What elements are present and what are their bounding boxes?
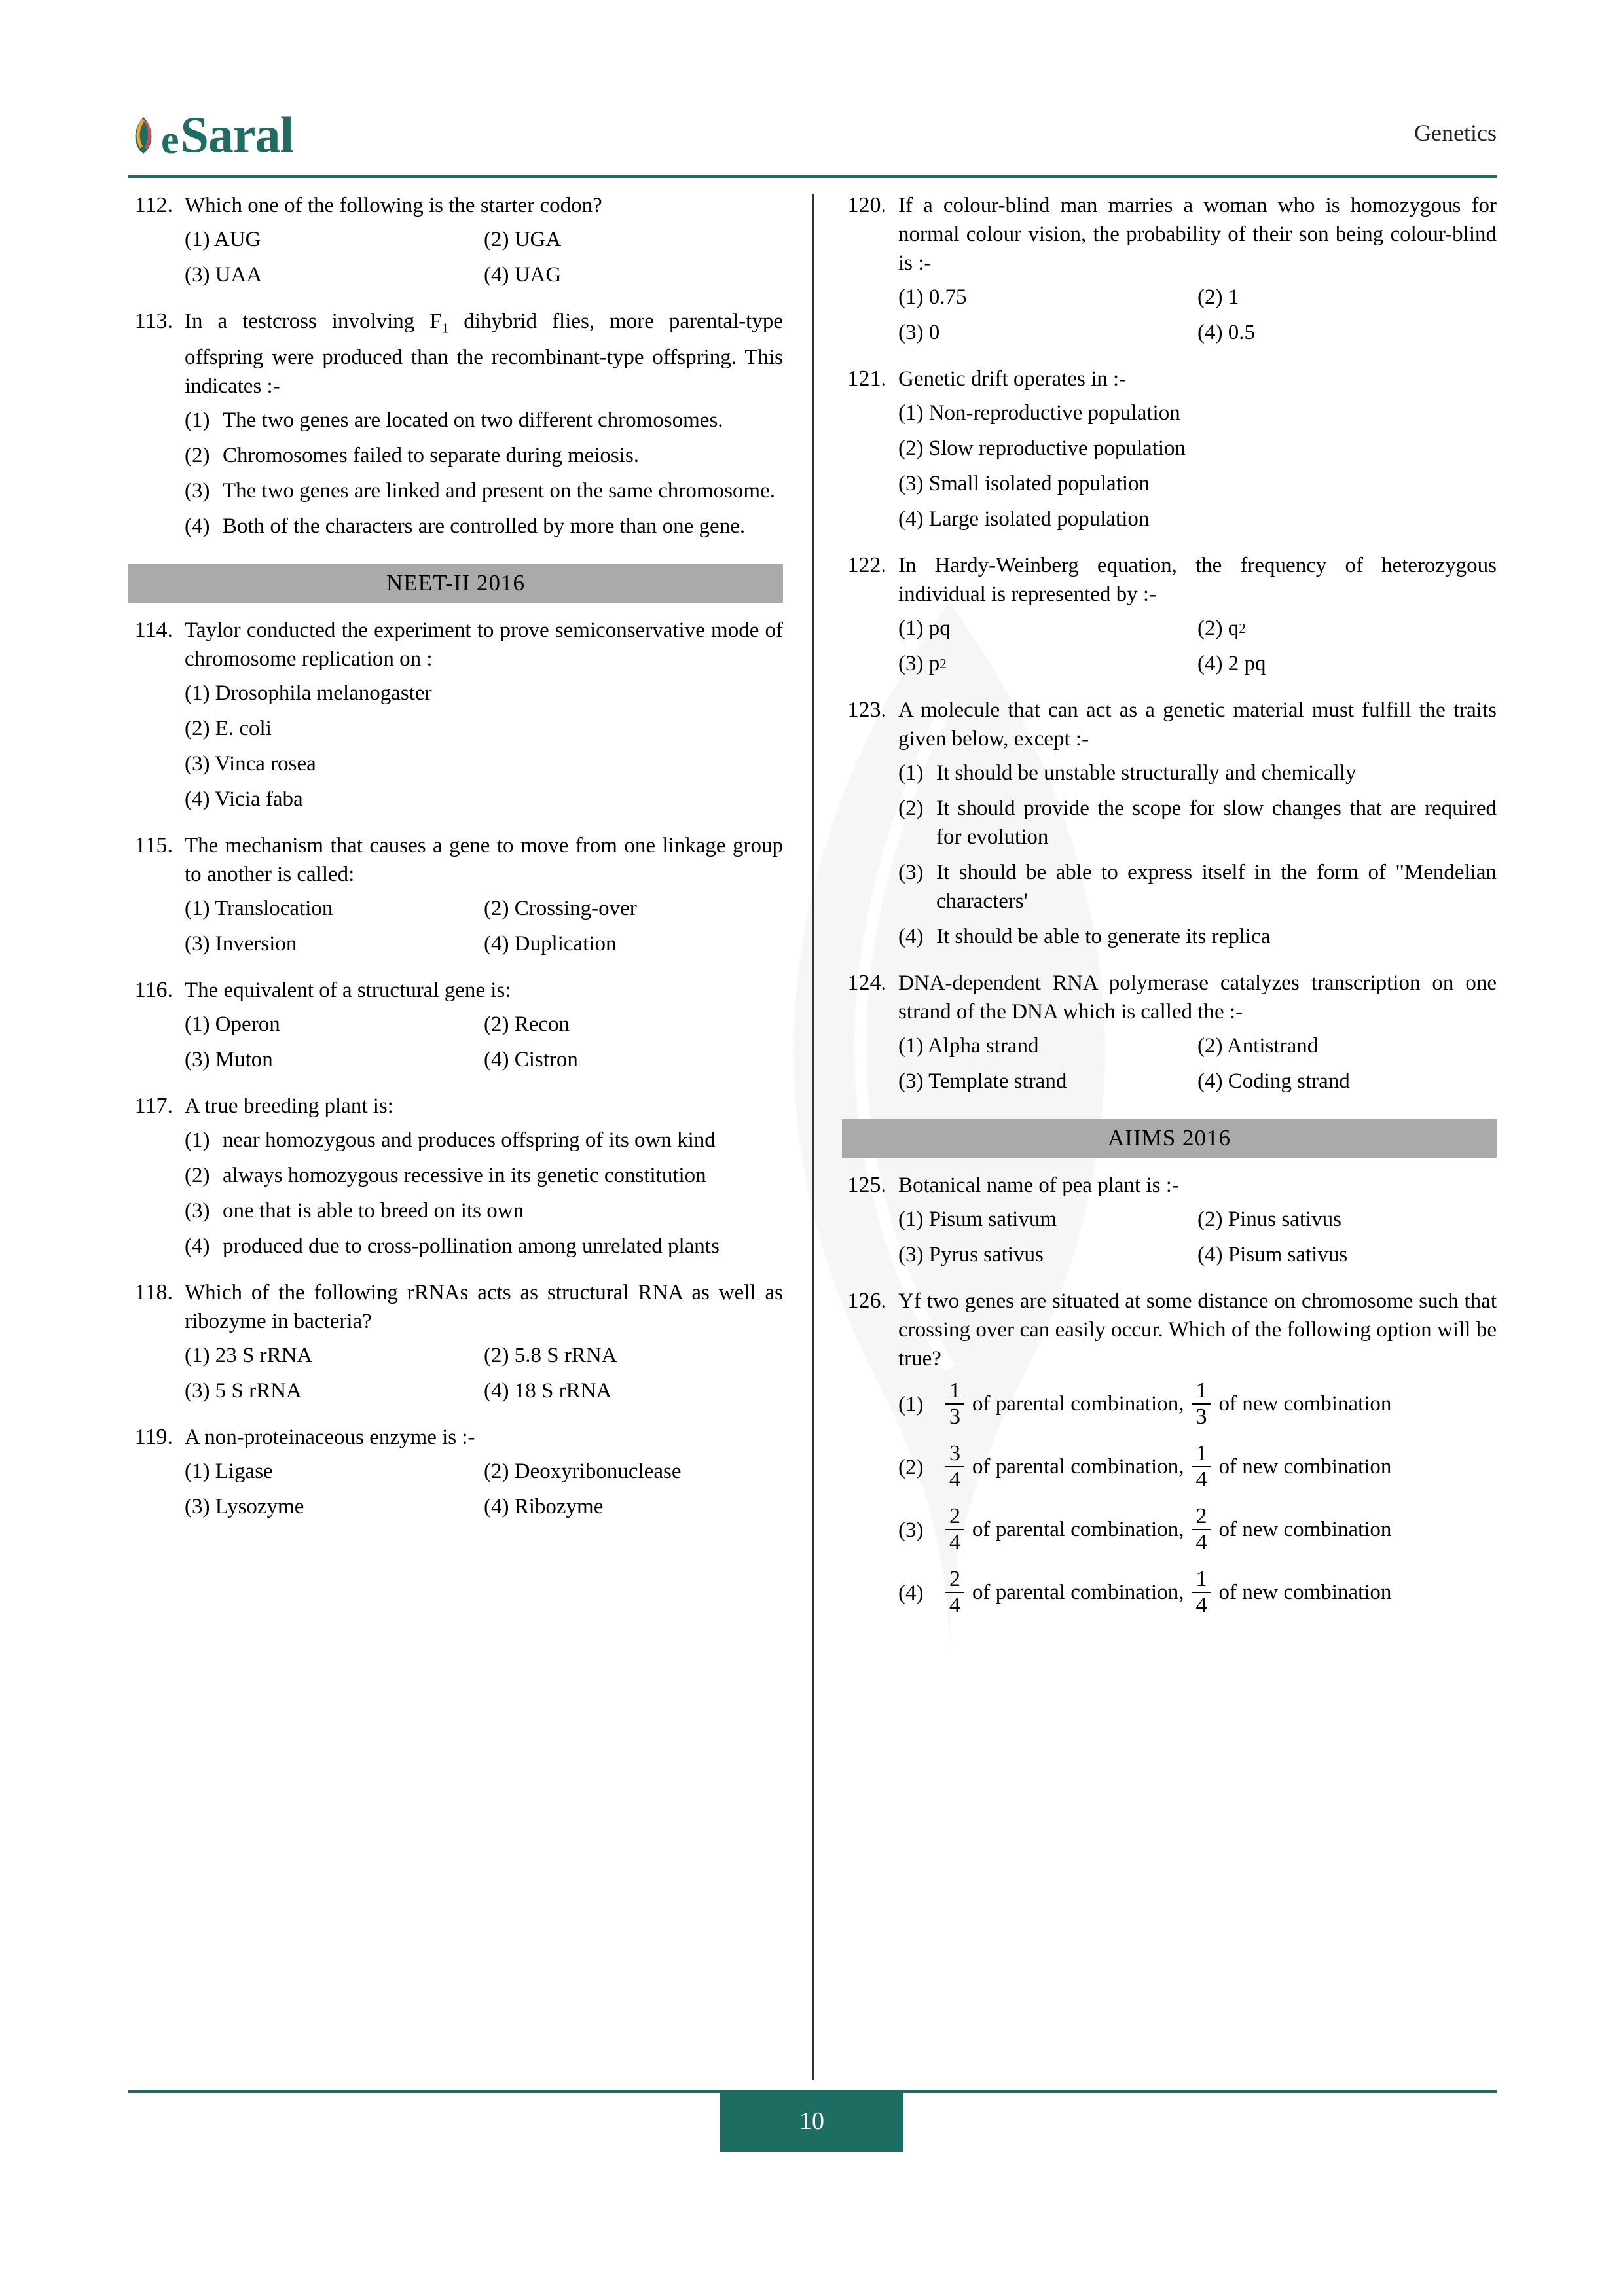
question-body [185, 831, 783, 965]
option-item[interactable]: (1) Operon [185, 1012, 280, 1036]
option-item[interactable]: (3) 0 [898, 321, 940, 344]
option-row [185, 894, 783, 923]
option-item[interactable]: (1) Non-reproductive population [898, 401, 1180, 425]
right-column [842, 191, 1497, 1641]
fraction: $\frac{3}{4}$ [945, 1441, 964, 1492]
option-row [898, 1031, 1497, 1060]
option-item[interactable]: (1) Translocation [185, 896, 333, 920]
option-item[interactable]: (2) q 2 [1197, 617, 1246, 640]
option-label: (3) [898, 861, 924, 884]
option-list [185, 1010, 783, 1074]
question-number: 115. [134, 833, 173, 857]
chapter-title: Genetics [1414, 120, 1497, 146]
question-number: 126. [847, 1289, 886, 1313]
option-text: It should provide the scope for slow changes that are required for evolution [936, 797, 1497, 849]
option-item[interactable] [898, 759, 1497, 787]
question-text: A true breeding plant is: [185, 1094, 393, 1118]
option-row [898, 469, 1497, 498]
option-item[interactable]: (2) Crossing-over [484, 896, 637, 920]
logo-e-letter: e [161, 118, 179, 162]
option-item[interactable] [898, 1378, 1497, 1429]
option-row [185, 260, 783, 289]
option-row [185, 714, 783, 743]
option-text: one that is able to breed on its own [223, 1198, 524, 1223]
question-block [128, 1278, 783, 1412]
option-list [898, 399, 1497, 533]
option-item[interactable]: (1) Alpha strand [898, 1034, 1039, 1058]
question-text: The equivalent of a structural gene is: [185, 978, 511, 1002]
question-number: 118. [134, 1280, 173, 1304]
option-row [898, 614, 1497, 643]
question-block [842, 551, 1497, 685]
option-item[interactable] [898, 794, 1497, 852]
section-banner-aiims: AIIMS 2016 [842, 1119, 1497, 1158]
option-item[interactable]: (4) Large isolated population [898, 507, 1150, 531]
question-block [128, 307, 783, 547]
option-item[interactable]: (2) Slow reproductive population [898, 437, 1186, 460]
option-item[interactable]: (1) Drosophila melanogaster [185, 681, 432, 705]
option-label: (1) [898, 761, 924, 785]
question-body [185, 1092, 783, 1267]
question-block [842, 365, 1497, 540]
option-label: (2) [185, 1163, 210, 1187]
option-text: of new combination [1218, 1391, 1392, 1416]
option-text: It should be unstable structurally and chemically [936, 761, 1357, 785]
fraction: $\frac{1}{4}$ [1192, 1567, 1211, 1618]
option-label: (2) [898, 797, 924, 820]
option-item[interactable]: (3) Vinca rosea [185, 751, 316, 776]
logo-wordmark: Saral [180, 106, 294, 163]
question-body [898, 365, 1497, 540]
question-number: 116. [134, 977, 173, 1002]
option-item[interactable]: (2) Recon [484, 1012, 570, 1036]
option-item[interactable]: (3) Template strand [898, 1069, 1067, 1093]
question-text: Botanical name of pea plant is :- [898, 1174, 1179, 1197]
question-body [185, 616, 783, 820]
option-item[interactable]: (3) 5 S rRNA [185, 1378, 302, 1403]
option-row [185, 225, 783, 254]
leaf-icon [128, 116, 158, 155]
option-item[interactable] [898, 1441, 1497, 1492]
option-row [185, 1010, 783, 1039]
section-banner-neet2: NEET-II 2016 [128, 564, 783, 603]
option-row [185, 1457, 783, 1486]
question-number: 120. [847, 193, 886, 217]
option-item[interactable]: (2) 5.8 S rRNA [484, 1343, 617, 1367]
question-text: Which one of the following is the starter codon? [185, 194, 602, 217]
question-body [185, 307, 783, 547]
option-text: Both of the characters are controlled by more than one gene. [223, 514, 746, 538]
option-label: (1) [185, 1128, 210, 1152]
question-number: 113. [134, 309, 173, 333]
question-block [128, 976, 783, 1081]
option-item[interactable]: (4) Coding strand [1197, 1069, 1350, 1093]
left-column [128, 191, 783, 1539]
option-text: of parental combination, [972, 1580, 1184, 1604]
question-body [898, 1287, 1497, 1630]
option-row [898, 399, 1497, 427]
question-text: A non-proteinaceous enzyme is :- [185, 1425, 475, 1449]
option-item[interactable] [185, 1161, 783, 1190]
option-item[interactable] [898, 1567, 1497, 1618]
option-text: of new combination [1218, 1517, 1392, 1541]
option-item[interactable]: (4) 0.5 [1197, 321, 1255, 344]
option-label: (4) [185, 1234, 210, 1258]
option-row [185, 1341, 783, 1370]
question-block [128, 1423, 783, 1528]
option-list [185, 1126, 783, 1261]
option-row [185, 1376, 783, 1405]
option-item[interactable]: (1) Pisum sativum [898, 1208, 1057, 1231]
option-text: of parental combination, [972, 1454, 1184, 1479]
question-body [185, 976, 783, 1081]
option-list [898, 1205, 1497, 1269]
question-number: 114. [134, 617, 173, 642]
question-body [898, 696, 1497, 958]
question-block [128, 616, 783, 820]
option-item[interactable]: (3) Inversion [185, 931, 297, 956]
option-label: (4) [898, 1581, 924, 1605]
option-text: of new combination [1218, 1580, 1392, 1604]
option-item[interactable]: (2) E. coli [185, 716, 272, 740]
option-text: It should be able to express itself in the form of "Mendelian characters' [936, 861, 1497, 913]
question-number: 122. [847, 553, 886, 577]
option-list [898, 759, 1497, 951]
option-item[interactable] [185, 476, 783, 505]
question-body [898, 191, 1497, 353]
option-item[interactable] [185, 1196, 783, 1225]
option-row [185, 929, 783, 958]
column-divider [812, 194, 814, 2080]
fraction: $\frac{2}{4}$ [1192, 1504, 1211, 1555]
question-text: Taylor conducted the experiment to prove semiconservative mode of chromosome replication on : [185, 618, 783, 671]
fraction: $\frac{2}{4}$ [945, 1567, 964, 1618]
option-label: (1) [898, 1392, 924, 1416]
option-label: (3) [185, 1198, 210, 1223]
option-item[interactable]: (2) Antistrand [1197, 1034, 1319, 1058]
option-row [898, 505, 1497, 533]
question-number: 124. [847, 971, 886, 995]
option-label: (1) [185, 408, 210, 432]
option-row [898, 1067, 1497, 1096]
option-list [185, 1457, 783, 1521]
option-list [898, 1378, 1497, 1618]
fraction: $\frac{1}{3}$ [1192, 1378, 1211, 1429]
question-text: The mechanism that causes a gene to move from one linkage group to another is called: [185, 833, 783, 886]
question-text: In Hardy-Weinberg equation, the frequency of heterozygous individual is represented by :- [898, 554, 1497, 606]
question-text: In a testcross involving $F_1$ dihybrid flies, more parental-type offspring were produced than the recombinant-type offspring. This indicates :- [185, 310, 783, 398]
option-item[interactable]: (3) UAA [185, 263, 263, 287]
option-text: near homozygous and produces offspring of its own kind [223, 1128, 716, 1152]
option-list [898, 1031, 1497, 1096]
option-item[interactable]: (4) 18 S rRNA [484, 1378, 612, 1403]
fraction: $\frac{1}{3}$ [945, 1378, 964, 1429]
question-number: 121. [847, 367, 886, 391]
option-item[interactable]: (3) Pyrus sativus [898, 1243, 1044, 1266]
option-row [898, 434, 1497, 463]
option-label: (2) [185, 443, 210, 467]
question-number: 112. [134, 193, 173, 217]
question-number: 117. [134, 1093, 173, 1118]
question-block [128, 1092, 783, 1267]
option-list [185, 406, 783, 541]
question-text: Yf two genes are situated at some distance on chromosome such that crossing over can easily occur. Which of the following option will be true? [898, 1289, 1497, 1371]
brand-logo [128, 98, 294, 163]
question-body [898, 1171, 1497, 1276]
option-text: always homozygous recessive in its genetic constitution [223, 1163, 706, 1187]
option-item[interactable]: (4) Vicia faba [185, 787, 303, 811]
question-number: 125. [847, 1173, 886, 1197]
option-row [898, 649, 1497, 678]
question-text: A molecule that can act as a genetic material must fulfill the traits given below, except :- [898, 698, 1497, 751]
question-block [842, 1171, 1497, 1276]
option-item[interactable] [898, 922, 1497, 951]
option-item[interactable]: (3) Lysozyme [185, 1494, 304, 1518]
option-row [185, 679, 783, 708]
option-row [898, 1205, 1497, 1234]
option-item[interactable]: (2) Deoxyribonuclease [484, 1459, 682, 1483]
question-text: Genetic drift operates in :- [898, 367, 1127, 391]
option-row [898, 1240, 1497, 1269]
option-label: (2) [898, 1455, 924, 1479]
option-list [185, 894, 783, 958]
fraction: $\frac{1}{4}$ [1192, 1441, 1211, 1492]
question-block [842, 969, 1497, 1102]
option-item[interactable]: (1) Ligase [185, 1459, 273, 1483]
option-item[interactable]: (4) Cistron [484, 1047, 578, 1071]
option-item[interactable]: (4) Pisum sativus [1197, 1243, 1348, 1266]
option-row [185, 749, 783, 778]
option-item[interactable]: (3) p 2 [898, 652, 947, 675]
option-text: produced due to cross-pollination among unrelated plants [223, 1234, 720, 1258]
option-label: (3) [898, 1518, 924, 1542]
option-item[interactable] [185, 441, 783, 470]
option-item[interactable]: (1) AUG [185, 228, 261, 251]
option-label: (4) [898, 925, 924, 948]
question-body [898, 551, 1497, 685]
option-item[interactable]: (2) Pinus sativus [1197, 1208, 1342, 1231]
option-text: The two genes are linked and present on the same chromosome. [223, 478, 775, 503]
header-divider [128, 175, 1497, 178]
question-block [842, 696, 1497, 958]
page-header [128, 98, 1497, 177]
option-item[interactable] [185, 512, 783, 541]
option-item[interactable]: (4) Duplication [484, 931, 617, 956]
option-item[interactable]: (4) Ribozyme [484, 1494, 604, 1518]
option-item[interactable]: (4) 2 pq [1197, 652, 1266, 675]
option-text: Chromosomes failed to separate during meiosis. [223, 443, 640, 467]
fraction: $\frac{2}{4}$ [945, 1504, 964, 1555]
option-row [185, 785, 783, 814]
question-block [128, 831, 783, 965]
option-item[interactable]: (1) 23 S rRNA [185, 1343, 313, 1367]
option-item[interactable] [898, 858, 1497, 916]
option-item[interactable]: (4) UAG [484, 263, 562, 287]
question-body [185, 1278, 783, 1412]
option-item[interactable]: (3) Small isolated population [898, 472, 1150, 495]
option-item[interactable]: (2) 1 [1197, 285, 1239, 309]
option-label: (3) [185, 478, 210, 503]
option-text: of new combination [1218, 1454, 1392, 1479]
option-row [185, 1492, 783, 1521]
question-text: Which of the following rRNAs acts as structural RNA as well as ribozyme in bacteria? [185, 1280, 783, 1333]
question-body [185, 191, 783, 296]
question-number: 119. [134, 1424, 173, 1449]
option-list [898, 614, 1497, 678]
option-list [185, 679, 783, 814]
question-block [842, 1287, 1497, 1630]
option-text: It should be able to generate its replica [936, 925, 1271, 948]
option-list [185, 1341, 783, 1405]
option-item[interactable] [185, 406, 783, 435]
option-list [898, 283, 1497, 347]
question-block [128, 191, 783, 296]
option-row [185, 1045, 783, 1074]
option-label: (4) [185, 514, 210, 538]
option-item[interactable] [898, 1504, 1497, 1555]
question-body [185, 1423, 783, 1528]
option-item[interactable] [185, 1232, 783, 1261]
option-item[interactable]: (2) UGA [484, 228, 562, 251]
question-block [842, 191, 1497, 353]
option-item[interactable]: (1) pq [898, 617, 951, 640]
option-text: The two genes are located on two different chromosomes. [223, 408, 723, 432]
question-text: If a colour-blind man marries a woman who is homozygous for normal colour vision, the probability of their son being colour-blind is :- [898, 194, 1497, 275]
option-list [185, 225, 783, 289]
option-item[interactable]: (3) Muton [185, 1047, 273, 1071]
option-row [898, 283, 1497, 312]
option-item[interactable]: (1) 0.75 [898, 285, 967, 309]
option-item[interactable] [185, 1126, 783, 1155]
option-row [898, 318, 1497, 347]
option-text: of parental combination, [972, 1391, 1184, 1416]
option-text: of parental combination, [972, 1517, 1184, 1541]
question-body [898, 969, 1497, 1102]
question-text: DNA-dependent RNA polymerase catalyzes transcription on one strand of the DNA which is called the :- [898, 971, 1497, 1024]
page-number-badge: 10 [720, 2090, 903, 2152]
question-number: 123. [847, 698, 886, 722]
